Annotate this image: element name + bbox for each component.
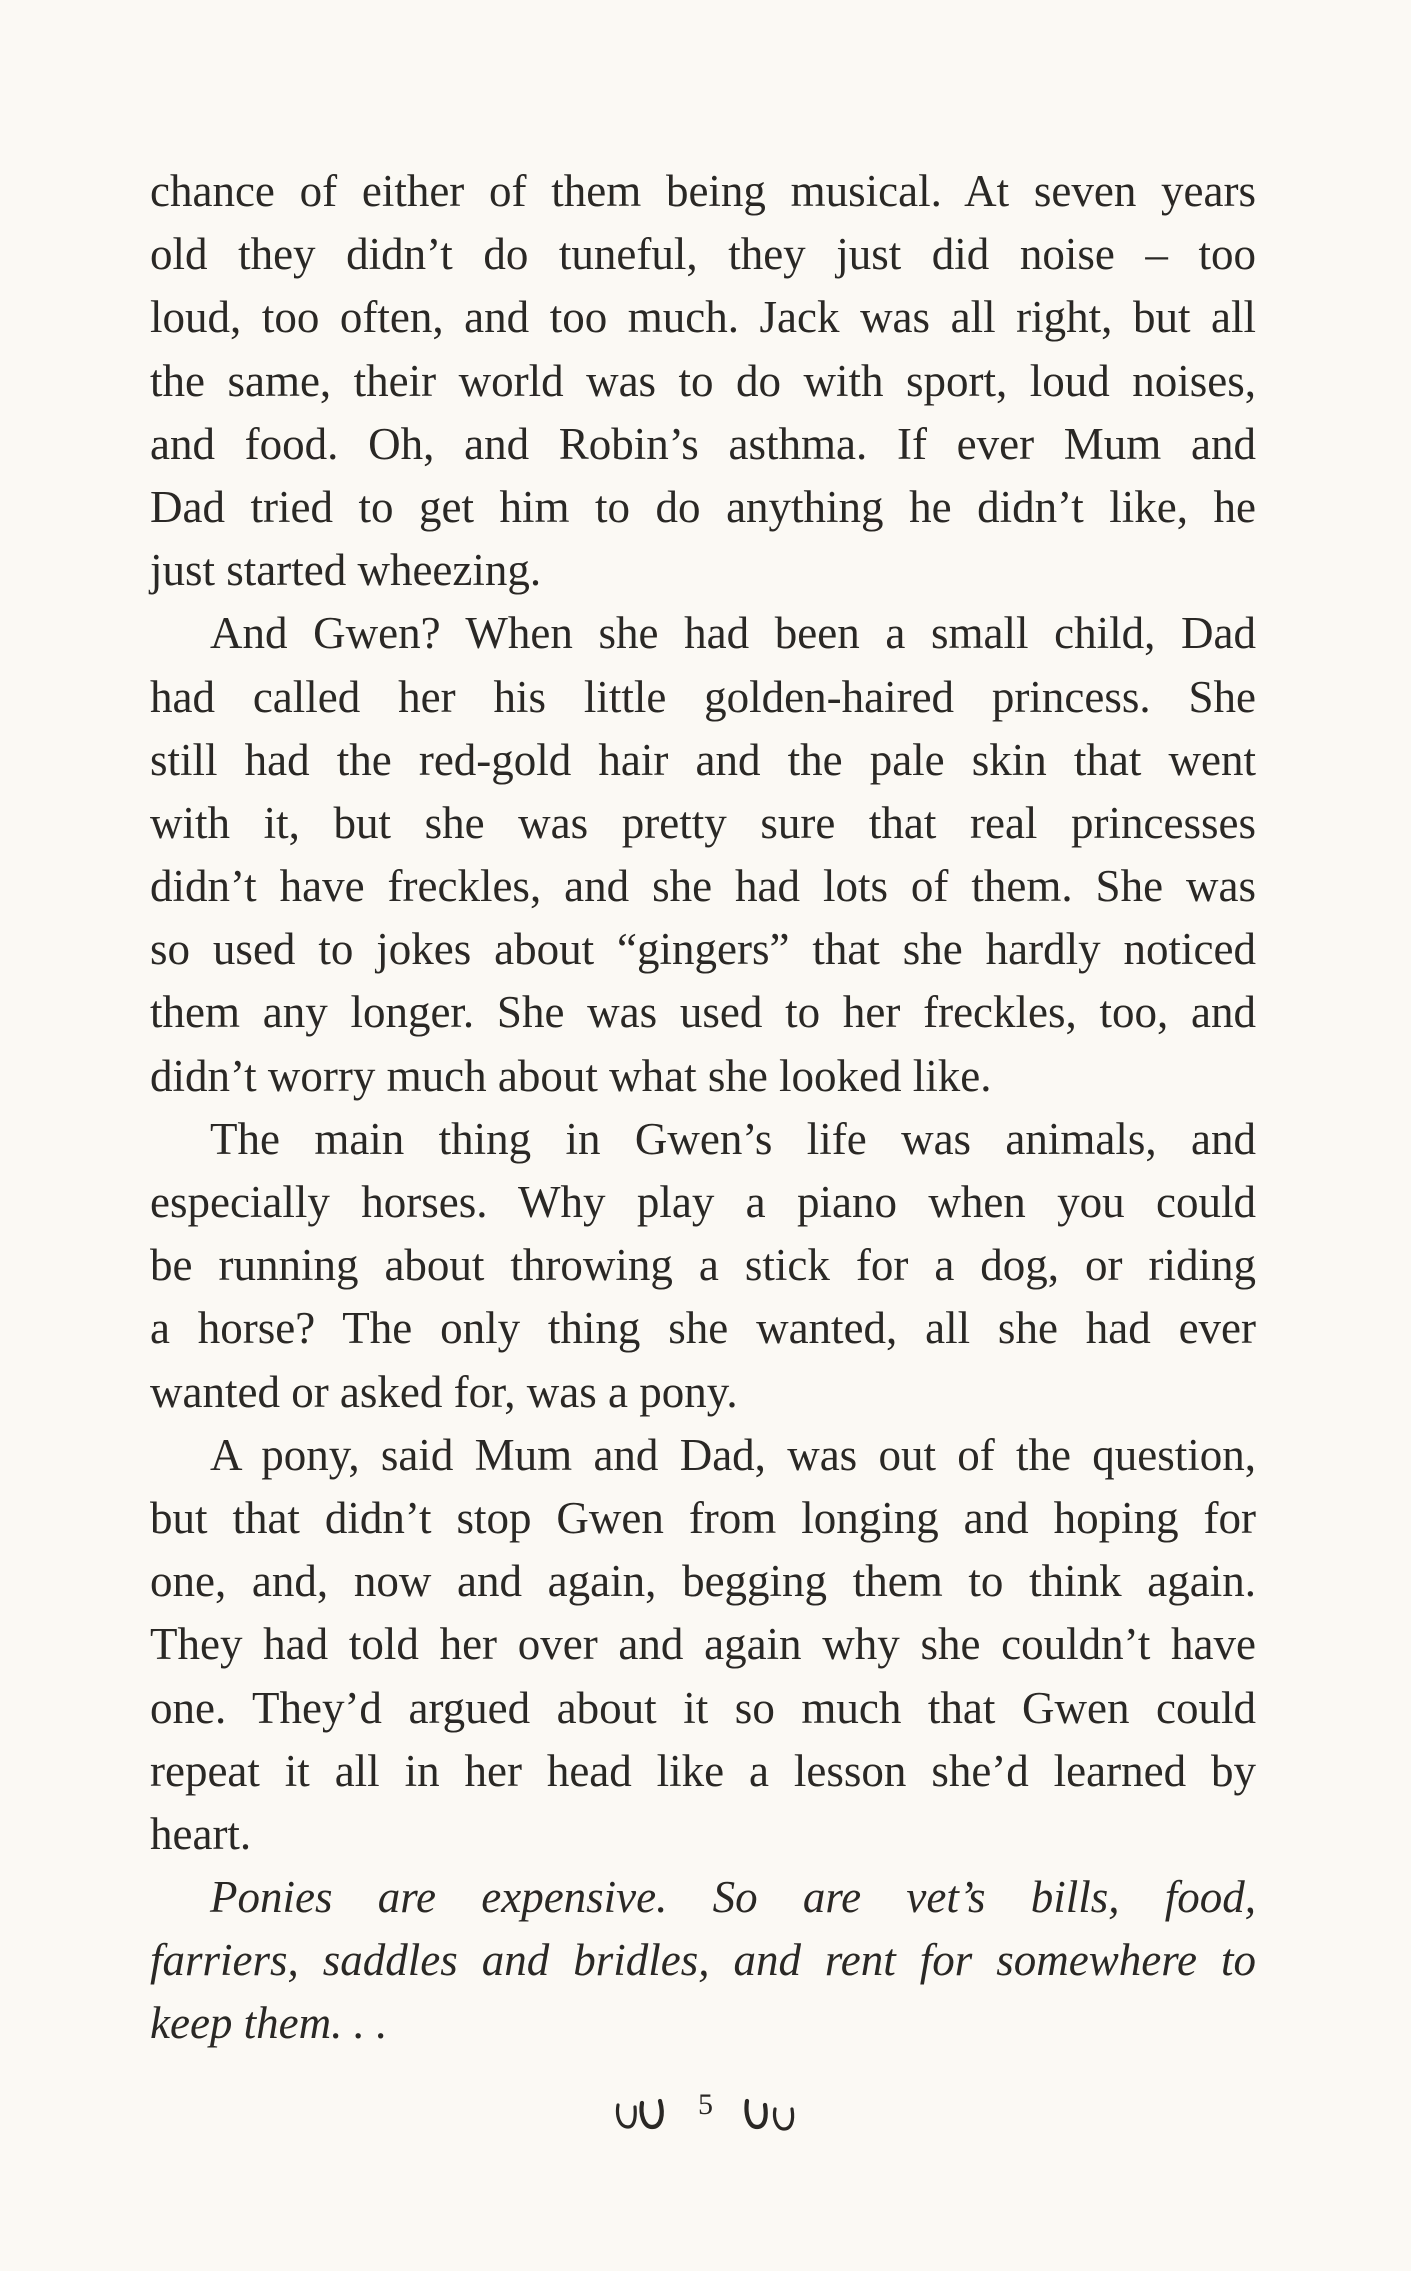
text-line: had called her his little golden-haired princess. She (150, 671, 1256, 722)
text-line: the same, their world was to do with sport, loud noises, (150, 355, 1256, 406)
text-line: loud, too often, and too much. Jack was all right, but all (150, 292, 1256, 343)
text-line: heart. (150, 1808, 252, 1859)
text-line: especially horses. Why play a piano when you could (150, 1177, 1256, 1227)
text-line: farriers, saddles and bridles, and rent for somewhere to (150, 1935, 1256, 1986)
text-line: be running about throwing a stick for a dog, or riding (150, 1240, 1256, 1291)
text-line: didn’t worry much about what she looked like. (150, 1050, 992, 1101)
text-line: repeat it all in her head like a lesson she’d learned by (150, 1745, 1256, 1796)
text-line: They had told her over and again why she couldn’t have (150, 1619, 1256, 1670)
text-line: The main thing in Gwen’s life was animals, and (210, 1113, 1256, 1164)
text-line: A pony, said Mum and Dad, was out of the question, (210, 1429, 1256, 1480)
text-line: one. They’d argued about it so much that Gwen could (150, 1682, 1256, 1733)
text-line: keep them. . . (150, 1998, 388, 2049)
page-number: 5 (698, 2088, 713, 2121)
text-line: and food. Oh, and Robin’s asthma. If ever Mum and (150, 418, 1256, 469)
text-line: one, and, now and again, begging them to think again. (150, 1556, 1256, 1607)
paragraph (150, 602, 1256, 1108)
text-line: but that didn’t stop Gwen from longing and hoping for (150, 1492, 1256, 1543)
page-footer (0, 2085, 1411, 2145)
horseshoe-icon (612, 2095, 670, 2135)
paragraph (150, 1424, 1256, 1866)
text-line: Ponies are expensive. So are vet’s bills, food, (210, 1872, 1256, 1923)
paragraph (150, 1866, 1256, 2056)
text-line: a horse? The only thing she wanted, all she had ever (150, 1303, 1256, 1354)
text-line: them any longer. She was used to her freckles, too, and (150, 987, 1256, 1038)
body-text (150, 160, 1256, 2056)
text-line: still had the red-gold hair and the pale skin that went (150, 734, 1256, 785)
paragraph (150, 160, 1256, 602)
text-line: Dad tried to get him to do anything he didn’t like, he (150, 481, 1256, 532)
text-line: didn’t have freckles, and she had lots of them. She was (150, 861, 1256, 912)
text-line: so used to jokes about “gingers” that she hardly noticed (150, 924, 1256, 975)
paragraph (150, 1108, 1256, 1424)
horseshoe-icon (741, 2095, 799, 2135)
text-line: with it, but she was pretty sure that real princesses (150, 797, 1256, 848)
text-line: old they didn’t do tuneful, they just did noise – too (150, 229, 1256, 280)
text-line: chance of either of them being musical. At seven years (150, 166, 1256, 216)
text-line: just started wheezing. (150, 545, 542, 596)
text-line: And Gwen? When she had been a small child, Dad (210, 608, 1256, 659)
text-line: wanted or asked for, was a pony. (150, 1366, 738, 1417)
